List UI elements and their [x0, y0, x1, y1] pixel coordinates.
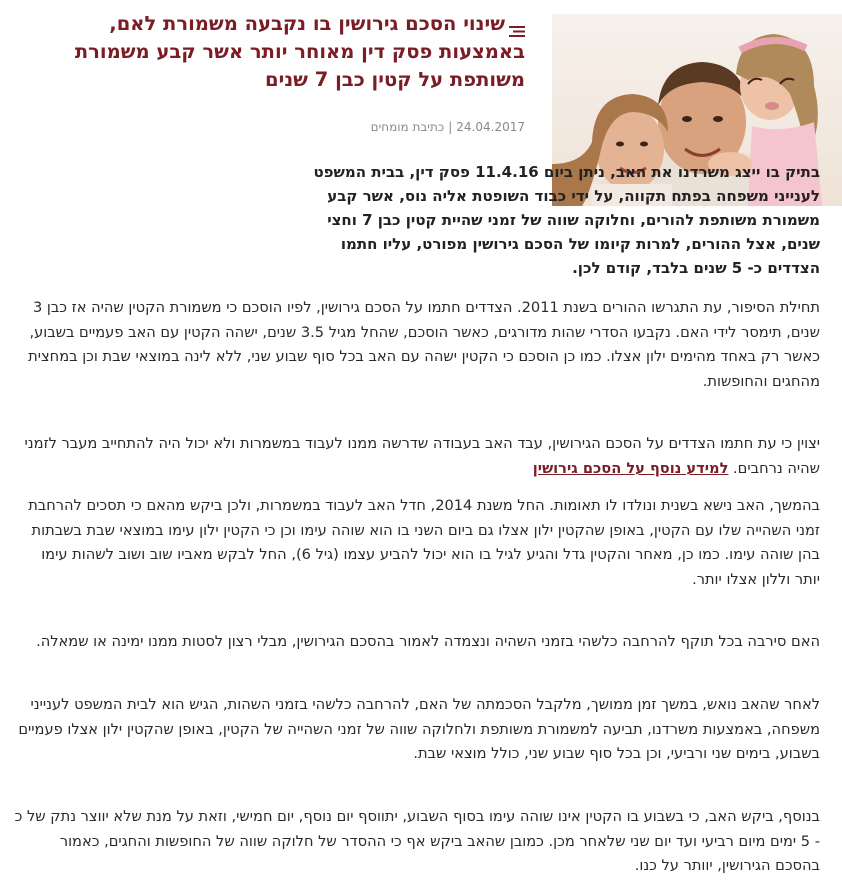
article-lead	[12, 160, 820, 280]
article-title	[25, 10, 525, 94]
article-lead-text: בתיק בו ייצג משרדנו את האב, ניתן ביום 11.4.16 פסק דין, בבית המשפט לענייני משפחה בפתח תקווה, על ידי כבוד השופטת אליה נוס, אשר קבע משמורת משותפת להורים, וחלוקה שווה של זמני שהיית קטין כבן 7 וחצי שנים, אצל ההורים, למרות קיומו של הסכם גירושין מפורט, עליו חתמו הצדדים כ- 5 שנים בלבד, קודם לכן.	[313, 163, 820, 277]
article-paragraph-6: בנוסף, ביקש האב, כי בשבוע בו הקטין אינו שוהה עימו בסוף השבוע, יתווסף יום נוסף, יום חמישי, וזאת על מנת שלא יווצר נתק של כ - 5 ימים מיום רביעי ועד יום שני שלאחר מכן. כמובן שהאב ביקש אף כי ההסדר של חלוקה שווה של החופשות והחגים, כאמור בהסכם הגירושין, יוותר על כנו.	[14, 808, 820, 875]
article-paragraph-4: האם סירבה בכל תוקף להרחבה כלשהי בזמני השהיה ונצמדה לאמור בהסכם הגירושין, מבלי רצון לסטות ממנו ימינה או שמאלה.	[36, 633, 820, 650]
article-paragraph-5: לאחר שהאב נואש, במשך זמן ממושך, מלקבל הסכמתה של האם, להרחבה כלשהי בזמני השהות, הגיש הוא לבית המשפט לענייני משפחה, באמצעות משרדנו, תביעה למשמורת משותפת ולחלוקה שווה של זמני השהייה של הקטין, באופן שהקטין ילון אצלו פעמיים בשבוע, בימים שני ורביעי, וכן בכל סוף שבוע שני, כולל מוצאי שבת.	[18, 696, 820, 763]
article-date: 24.04.2017	[456, 120, 525, 134]
article-category[interactable]: כתיבת מומחים	[370, 120, 445, 134]
list-lines-icon	[509, 18, 525, 31]
divorce-agreement-info-link[interactable]: למידע נוסף על הסכם גירושין	[532, 459, 729, 477]
article-title-text: שינוי הסכם גירושין בו נקבעה משמורת לאם, באמצעות פסק דין מאוחר יותר אשר קבע משמורת משותפת על קטין כבן 7 שנים	[74, 12, 525, 91]
article-paragraph-2	[12, 432, 820, 481]
meta-separator: |	[448, 120, 453, 134]
image-wrap-spacer	[12, 160, 310, 236]
article-paragraph-1: תחילת הסיפור, עת התגרשו ההורים בשנת 2011. הצדדים חתמו על הסכם גירושין, לפיו הוסכם כי משמורת הקטין שהיה אז כבן 3 שנים, תימסר לידי האם. נקבעו הסדרי שהות מדורגים, כאשר הוסכם, שהחל מגיל 3.5 שנים, ישהה הקטין עם האב פעמיים בשבוע, כאשר רק באחד מהימים ילון אצלו. כמו כן הוסכם כי הקטין ישהה עם האב בכל סוף שבוע שני, ללא לינה במוצאי שבת וכן במחצית מהחגים והחופשות.	[28, 299, 820, 390]
article-paragraph-3: בהמשך, האב נישא בשנית ונולדו לו תאומות. החל משנת 2014, חדל האב לעבוד במשמרות, ולכן ביקש מהאם כי תסכים להרחבת זמני השהייה שלו עם הקטין, באופן שהקטין ילון אצלו גם ביום השני בו הוא שוהה עימו וכן כי הקטין ילון עימו במוצאי שבת בשבתות בהן שוהה עימו. כמו כן, מאחר והקטין גדל והגיע לגיל בו הוא יכול להביע עצמו (גיל 6), החל לבקש מאביו שוב ושוב לשהות עימו יותר וללון אצלו יותר.	[28, 497, 820, 588]
paragraph-2-text: יצוין כי עת חתמו הצדדים על הסכם הגירושין, עבד האב בעבודה שדרשה ממנו לעבוד במשמרות ולא יכול היה להתחייב מעבר לזמני שהיה נרחבים.	[24, 435, 820, 477]
article-meta	[371, 120, 525, 134]
